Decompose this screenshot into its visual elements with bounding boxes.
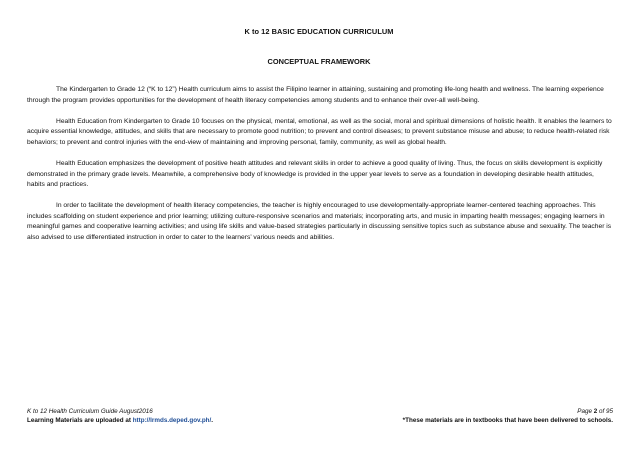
textbook-note: *These materials are in textbooks that have been delivered to schools. bbox=[402, 417, 613, 424]
upload-notice bbox=[27, 416, 213, 425]
page-indicator bbox=[577, 407, 613, 416]
paragraph-4: In order to facilitate the development of health literacy competencies, the teacher is highly encouraged to use developmentally-appropriate learner-centered teaching approaches. This includes scaffolding on student experience and prior learning; utilizing culture-responsive scenarios and materials; incorporating arts, and music in imparting health messages; engaging learners in meaningful games and cooperative learning activities; and using life skills and value-based strategies particularly in discussing sensitive topics such as substance abuse and sexuality. The teacher is also advised to use differentiated instruction in order to cater to the learners’ various needs and abilities. bbox=[27, 202, 612, 242]
section-heading: CONCEPTUAL FRAMEWORK bbox=[267, 57, 371, 66]
document-body bbox=[27, 85, 613, 254]
lrmds-link[interactable]: http://lrmds.deped.gov.ph/ bbox=[132, 417, 212, 424]
page-word: Page bbox=[577, 408, 594, 415]
upload-prefix: Learning Materials are uploaded at bbox=[27, 417, 133, 424]
upload-suffix: . bbox=[211, 417, 214, 424]
paragraph-3: Health Education emphasizes the development of positive heath attitudes and relevant skills in order to achieve a good quality of living. Thus, the focus on skills development is explicitly demonstrated in the primary grade levels. Meanwhile, a comprehensive body of knowledge is provided in the upper year levels to serve as a foundation in developing desirable health attitudes, habits and practices. bbox=[27, 159, 603, 189]
guide-label: K to 12 Health Curriculum Guide August2016 bbox=[27, 408, 153, 415]
page-number: 2 bbox=[593, 408, 598, 415]
paragraph-2: Health Education from Kindergarten to Grade 10 focuses on the physical, mental, emotional, as well as the social, moral and spiritual dimensions of holistic health. It enables the learners to acquire essential knowledge, attitudes, and skills that are necessary to promote good nutrition; to prevent and control diseases; to prevent substance misuse and abuse; to reduce health-related risk behaviors; to prevent and control injuries with the end-view of maintaining and improving personal, family, community, as well as global health. bbox=[27, 117, 612, 146]
page-total: of 95 bbox=[597, 408, 613, 415]
paragraph-1: The Kindergarten to Grade 12 (“K to 12”) Health curriculum aims to assist the Filipino learner in attaining, sustaining and promoting life-long health and wellness. The learning experience through the program provides opportunities for the development of health literacy competencies among students and to enhance their over-all well-being. bbox=[27, 86, 604, 104]
document-title: K to 12 BASIC EDUCATION CURRICULUM bbox=[244, 27, 394, 36]
